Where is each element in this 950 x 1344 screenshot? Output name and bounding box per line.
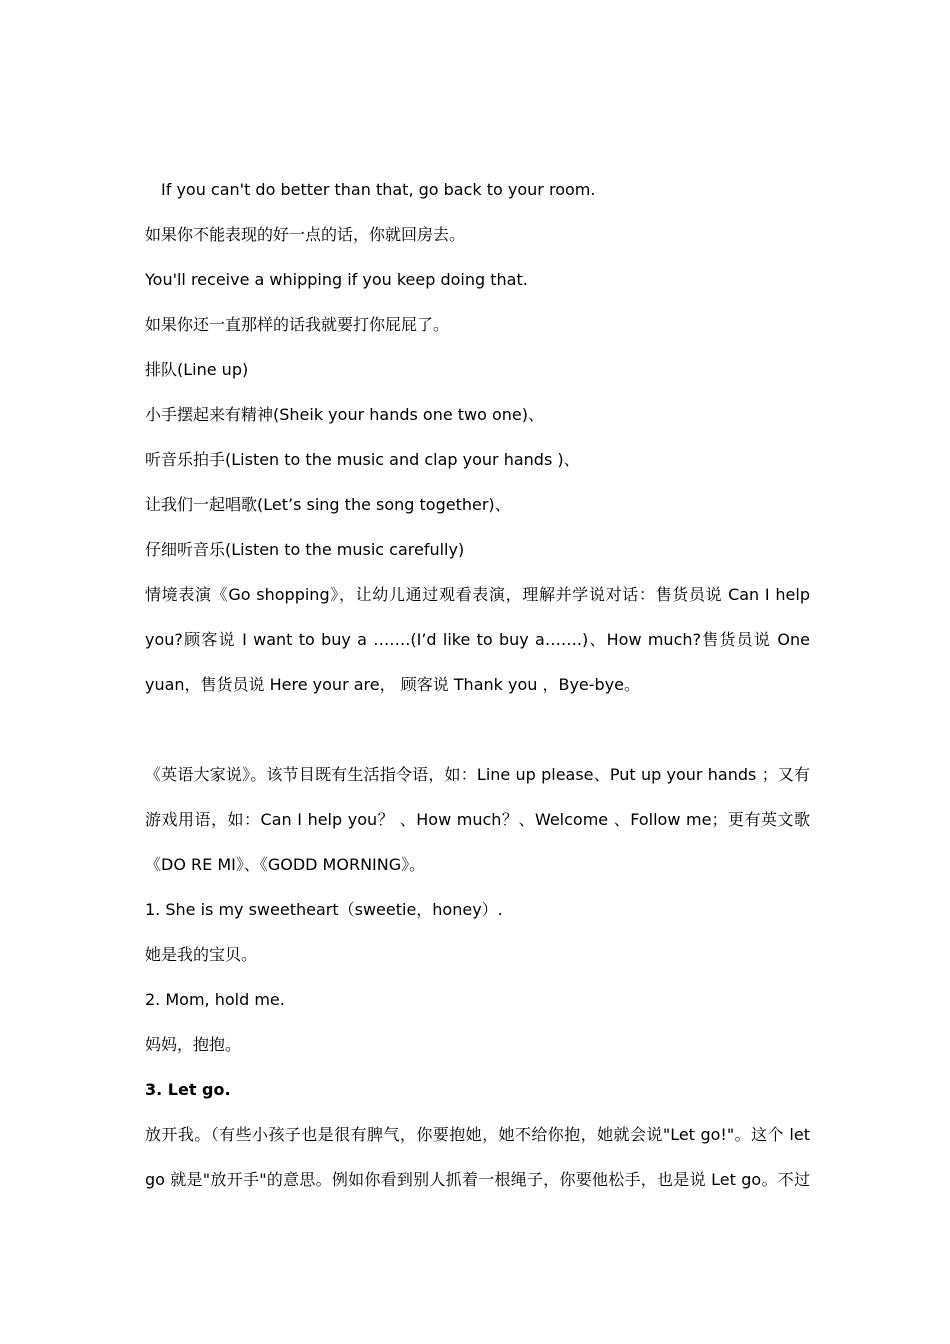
phrase-3-heading: 3. Let go. [145,1080,231,1099]
english-program-paragraph-line-1: 《英语大家说》。该节目既有生活指令语，如：Line up please、Put up your hands ；又有 [145,765,810,784]
phrase-3-explanation-line-2: go 就是"放开手"的意思。例如你看到别人抓着一根绳子，你要他松手，也是说 Let go。不过 [145,1170,810,1189]
go-shopping-paragraph-line-3: yuan，售货员说 Here your are， 顾客说 Thank you ，Bye-bye。 [145,675,641,694]
instruction-clap-hands: 听音乐拍手(Listen to the music and clap your hands )、 [145,450,580,469]
english-program-paragraph-line-2: 游戏用语，如：Can I help you？ 、How much？、Welcome 、Follow me；更有英文歌 [145,810,810,829]
go-shopping-paragraph-line-2: you?顾客说 I want to buy a …….(I’d like to buy a…….)、How much?售货员说 One [145,630,810,649]
phrase-2-chinese: 妈妈，抱抱。 [145,1035,242,1054]
instruction-shake-hands: 小手摆起来有精神(Sheik your hands one two one)、 [145,405,545,424]
phrase-2-english: 2. Mom, hold me. [145,990,285,1009]
instruction-line-up: 排队(Line up) [145,360,249,379]
paragraph-chinese-whipping: 如果你还一直那样的话我就要打你屁屁了。 [145,315,450,334]
english-program-paragraph-line-3: 《DO RE MI》、《GODD MORNING》。 [145,855,426,874]
paragraph-chinese-go-back-room: 如果你不能表现的好一点的话，你就回房去。 [145,225,466,244]
paragraph-english-go-back-room: If you can't do better than that, go back to your room. [161,180,596,199]
document-body [145,167,810,1202]
paragraph-spacer [145,707,810,752]
phrase-3-explanation-line-1: 放开我。（有些小孩子也是很有脾气，你要抱她，她不给你抱，她就会说"Let go!"。这个 let [145,1125,810,1144]
phrase-1-english: 1. She is my sweetheart（sweetie，honey）. [145,900,503,919]
instruction-sing-together: 让我们一起唱歌(Let’s sing the song together)、 [145,495,511,514]
paragraph-english-whipping: You'll receive a whipping if you keep doing that. [145,270,528,289]
go-shopping-paragraph-line-1: 情境表演《Go shopping》，让幼儿通过观看表演，理解并学说对话：售货员说 Can I help [145,585,810,604]
instruction-listen-carefully: 仔细听音乐(Listen to the music carefully) [145,540,465,559]
phrase-1-chinese: 她是我的宝贝。 [145,945,258,964]
